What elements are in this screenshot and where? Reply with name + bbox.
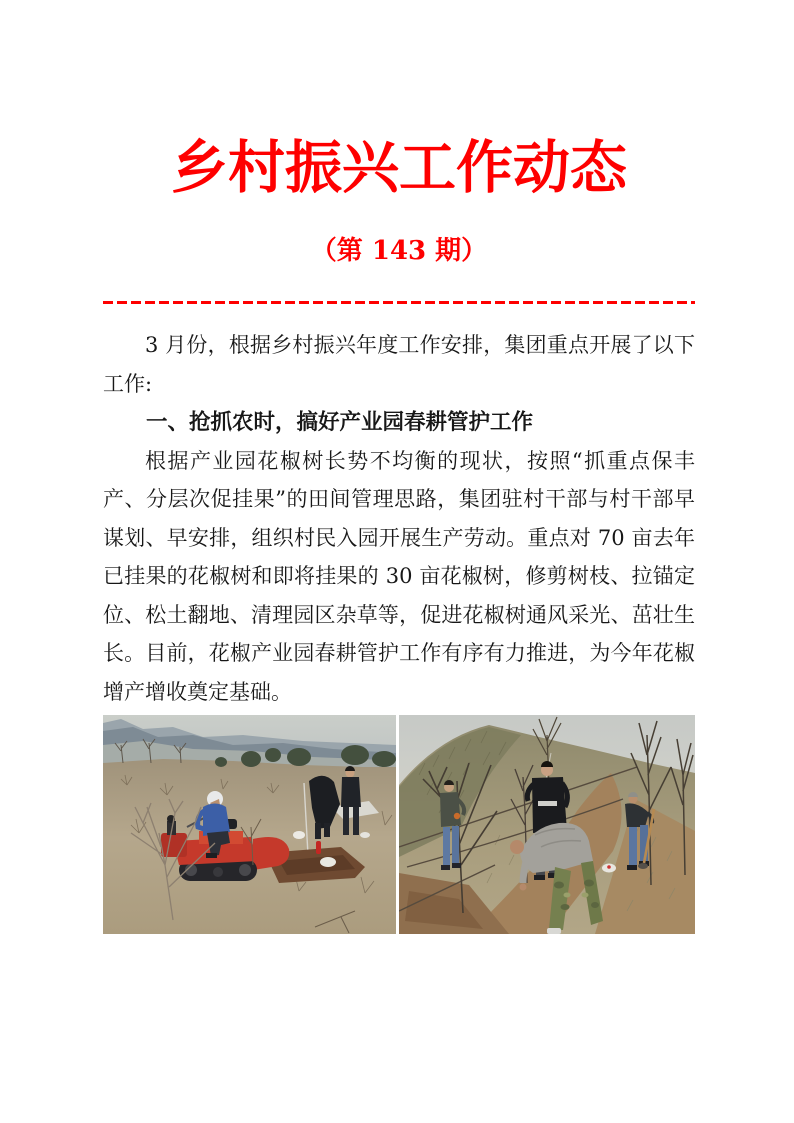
- issue-number: （第 143 期）: [310, 236, 488, 266]
- photo-row: [103, 715, 695, 934]
- body-text: [103, 326, 695, 711]
- photo-tiller-field: [103, 715, 396, 934]
- photo-hillside-pruning: [399, 715, 695, 934]
- red-dashed-divider: [103, 301, 695, 304]
- page-title: 乡村振兴工作动态: [171, 134, 627, 201]
- intro-paragraph: 3 月份，根据乡村振兴年度工作安排，集团重点开展了以下工作:: [103, 333, 695, 396]
- document-content: [103, 0, 695, 934]
- section-paragraph: 根据产业园花椒树长势不均衡的现状，按照“抓重点保丰产、分层次促挂果”的田间管理思路，集团驻村干部与村干部早谋划、早安排，组织村民入园开展生产劳动。重点对 70 亩去年已挂果的花椒树和即将挂果的 30 亩花椒树，修剪树枝、拉锚定位、松土翻地、清理园区杂草等，促进花椒树通风采光、茁壮生长。目前，花椒产业园春耕管护工作有序有力推进，为今年花椒增产增收奠定基础。: [103, 448, 695, 704]
- section-heading: 一、抢抓农时，搞好产业园春耕管护工作: [146, 410, 534, 434]
